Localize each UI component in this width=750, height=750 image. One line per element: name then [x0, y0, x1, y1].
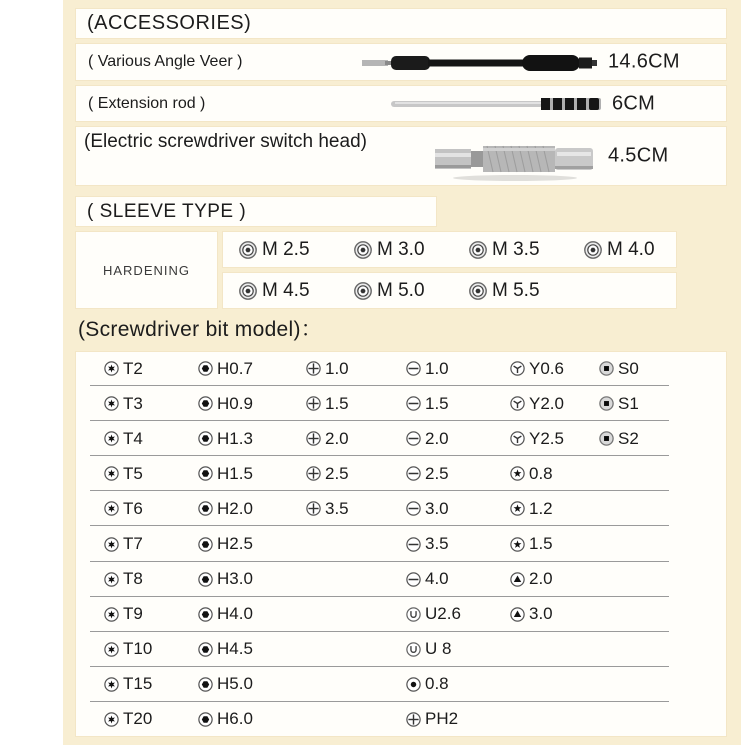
sleeve-size-item — [468, 272, 540, 309]
socket-icon-wrap — [468, 240, 488, 260]
torx-icon — [103, 395, 120, 412]
torx-icon-wrap — [103, 430, 120, 447]
sleeve-size-item — [238, 272, 310, 309]
hex-icon — [197, 571, 214, 588]
bit-cell — [197, 421, 253, 456]
torx-icon — [103, 500, 120, 517]
bit-size-label: H0.7 — [217, 358, 253, 378]
bit-cell — [405, 526, 449, 561]
torx-icon-wrap — [103, 500, 120, 517]
star-icon-wrap — [509, 465, 526, 482]
bit-row — [75, 632, 727, 667]
bit-cell — [509, 386, 564, 421]
accessory-label: ( Extension rod ) — [88, 94, 206, 112]
bit-row — [75, 702, 727, 737]
hex-icon — [197, 676, 214, 693]
socket-icon-wrap — [583, 240, 603, 260]
torx-icon-wrap — [103, 465, 120, 482]
sleeve-size-label: M 4.5 — [262, 279, 310, 301]
socket-icon-wrap — [468, 281, 488, 301]
hex-icon-wrap — [197, 536, 214, 553]
bit-row — [75, 597, 727, 632]
hex-icon — [197, 641, 214, 658]
bit-size-label: 3.0 — [425, 498, 449, 518]
hex-icon — [197, 536, 214, 553]
triangle-icon-wrap — [509, 571, 526, 588]
accessories-header — [75, 8, 727, 39]
accessory-label: ( Various Angle Veer ) — [88, 53, 243, 70]
bit-cell — [509, 456, 553, 491]
u-icon — [405, 641, 422, 658]
bits-title: (Screwdriver bit model)： — [78, 318, 323, 341]
bit-cell — [509, 421, 564, 456]
bit-size-label: 0.8 — [425, 674, 449, 694]
bit-cell — [509, 597, 553, 632]
sleeve-size-label: M 5.0 — [377, 279, 425, 301]
bit-cell — [197, 632, 253, 667]
bit-size-label: T4 — [123, 428, 143, 448]
bit-cell — [103, 632, 152, 667]
triangle-icon — [509, 571, 526, 588]
socket-icon — [238, 281, 258, 301]
bit-cell — [598, 386, 639, 421]
slotted-icon-wrap — [405, 395, 422, 412]
sleeve-size-item — [353, 231, 425, 268]
bit-size-label: 2.0 — [325, 428, 349, 448]
extension-rod-image — [391, 94, 603, 114]
bit-cell — [103, 667, 152, 702]
u-icon-wrap — [405, 606, 422, 623]
star-icon-wrap — [509, 500, 526, 517]
square-icon — [598, 360, 615, 377]
bit-size-label: 3.0 — [529, 604, 553, 624]
hardening-cell — [75, 231, 218, 309]
phillips-icon — [305, 430, 322, 447]
torx-icon — [103, 606, 120, 623]
sleeve-type-title: ( SLEEVE TYPE ) — [87, 201, 247, 222]
hex-icon — [197, 395, 214, 412]
torx-icon — [103, 465, 120, 482]
bit-size-label: 1.0 — [325, 358, 349, 378]
bit-cell — [103, 386, 143, 421]
slotted-icon — [405, 500, 422, 517]
bit-size-label: 3.5 — [425, 534, 449, 554]
bit-row — [75, 667, 727, 702]
bit-size-label: Y0.6 — [529, 358, 564, 378]
sleeve-row-1 — [222, 231, 677, 268]
bit-cell — [197, 456, 253, 491]
bit-size-label: 2.5 — [425, 463, 449, 483]
phillips-icon-wrap — [305, 465, 322, 482]
hex-icon-wrap — [197, 430, 214, 447]
socket-icon-wrap — [353, 281, 373, 301]
bit-size-label: T15 — [123, 674, 153, 694]
bit-size-label: S0 — [618, 358, 639, 378]
hex-icon — [197, 360, 214, 377]
bit-size-label: H4.5 — [217, 639, 253, 659]
y-icon-wrap — [509, 395, 526, 412]
bit-size-label: H1.3 — [217, 428, 253, 448]
phillips-icon-wrap — [405, 711, 422, 728]
accessory-row-extension-rod — [75, 85, 727, 122]
bit-cell — [103, 526, 143, 561]
bit-cell — [103, 702, 152, 737]
slotted-icon — [405, 571, 422, 588]
bit-size-label: 3.5 — [325, 498, 349, 518]
accessory-row-various-angle-veer — [75, 43, 727, 81]
bit-row — [75, 526, 727, 561]
dot-icon — [405, 676, 422, 693]
triangle-icon — [509, 606, 526, 623]
socket-icon — [238, 240, 258, 260]
sleeve-row-2 — [222, 272, 677, 309]
socket-icon-wrap — [238, 240, 258, 260]
y-icon — [509, 360, 526, 377]
bit-size-label: 2.0 — [425, 428, 449, 448]
bit-size-label: T3 — [123, 393, 143, 413]
hex-icon — [197, 500, 214, 517]
torx-icon — [103, 676, 120, 693]
slotted-icon-wrap — [405, 536, 422, 553]
torx-icon-wrap — [103, 606, 120, 623]
hex-icon-wrap — [197, 465, 214, 482]
bit-size-label: U 8 — [425, 639, 452, 659]
hardening-label: HARDENING — [102, 262, 190, 278]
hex-icon — [197, 430, 214, 447]
sleeve-size-item — [468, 231, 540, 268]
bit-cell — [405, 702, 458, 737]
bit-size-label: H1.5 — [217, 463, 253, 483]
bit-size-label: Y2.5 — [529, 428, 564, 448]
hex-icon-wrap — [197, 676, 214, 693]
star-icon — [509, 536, 526, 553]
hex-icon — [197, 711, 214, 728]
bit-cell — [405, 491, 449, 526]
bit-size-label: H2.0 — [217, 498, 253, 518]
bit-size-label: U2.6 — [425, 604, 461, 624]
sleeve-size-label: M 3.0 — [377, 238, 425, 260]
sleeve-type-header — [75, 196, 437, 227]
bit-size-label: 2.0 — [529, 569, 553, 589]
bit-size-label: H0.9 — [217, 393, 253, 413]
bit-cell — [405, 421, 449, 456]
star-icon — [509, 465, 526, 482]
slotted-icon-wrap — [405, 430, 422, 447]
y-icon — [509, 430, 526, 447]
torx-icon-wrap — [103, 536, 120, 553]
sleeve-size-label: M 2.5 — [262, 238, 310, 260]
bit-size-label: 1.2 — [529, 498, 553, 518]
socket-icon-wrap — [238, 281, 258, 301]
star-icon — [509, 500, 526, 517]
switch-head-image — [435, 136, 595, 182]
hex-icon-wrap — [197, 711, 214, 728]
bit-size-label: H2.5 — [217, 534, 253, 554]
bit-cell — [598, 421, 639, 456]
socket-icon — [468, 240, 488, 260]
torx-icon-wrap — [103, 571, 120, 588]
bit-cell — [103, 421, 143, 456]
bit-cell — [405, 456, 449, 491]
y-icon-wrap — [509, 430, 526, 447]
bit-cell — [405, 632, 451, 667]
sleeve-size-item — [238, 231, 310, 268]
torx-icon — [103, 360, 120, 377]
slotted-icon-wrap — [405, 500, 422, 517]
bit-cell — [305, 456, 349, 491]
square-icon — [598, 430, 615, 447]
bit-cell — [103, 491, 143, 526]
bit-size-label: 1.5 — [529, 534, 553, 554]
bit-size-label: 1.5 — [325, 393, 349, 413]
bit-size-label: H3.0 — [217, 569, 253, 589]
bit-cell — [197, 702, 253, 737]
phillips-icon — [305, 500, 322, 517]
bit-size-label: 4.0 — [425, 569, 449, 589]
torx-icon-wrap — [103, 360, 120, 377]
dot-icon-wrap — [405, 676, 422, 693]
bit-size-label: 2.5 — [325, 463, 349, 483]
square-icon-wrap — [598, 395, 615, 412]
bit-cell — [197, 667, 253, 702]
bit-cell — [305, 491, 349, 526]
socket-icon-wrap — [353, 240, 373, 260]
socket-icon — [583, 240, 603, 260]
torx-icon-wrap — [103, 676, 120, 693]
torx-icon — [103, 430, 120, 447]
torx-icon-wrap — [103, 711, 120, 728]
y-icon — [509, 395, 526, 412]
slotted-icon — [405, 360, 422, 377]
accessory-row-switch-head — [75, 126, 727, 186]
accessory-length: 14.6CM — [608, 50, 680, 73]
bit-size-label: PH2 — [425, 709, 459, 729]
slotted-icon-wrap — [405, 465, 422, 482]
bit-cell — [405, 562, 449, 597]
bit-size-label: Y2.0 — [529, 393, 564, 413]
square-icon-wrap — [598, 360, 615, 377]
socket-icon — [353, 240, 373, 260]
accessory-length: 4.5CM — [608, 144, 669, 167]
hex-icon-wrap — [197, 641, 214, 658]
bit-cell — [405, 351, 449, 386]
slotted-icon — [405, 465, 422, 482]
bit-row — [75, 421, 727, 456]
bit-cell — [405, 597, 461, 632]
star-icon-wrap — [509, 536, 526, 553]
sleeve-size-item — [353, 272, 425, 309]
torx-icon — [103, 571, 120, 588]
bit-size-label: H6.0 — [217, 709, 253, 729]
bit-size-label: T10 — [123, 639, 153, 659]
bit-size-label: 0.8 — [529, 463, 553, 483]
u-icon — [405, 606, 422, 623]
hex-icon — [197, 606, 214, 623]
torx-icon-wrap — [103, 641, 120, 658]
phillips-icon-wrap — [305, 430, 322, 447]
bit-row — [75, 562, 727, 597]
accessories-title: (ACCESSORIES) — [87, 12, 252, 34]
u-icon-wrap — [405, 641, 422, 658]
slotted-icon-wrap — [405, 571, 422, 588]
sleeve-size-item — [583, 231, 655, 268]
slotted-icon — [405, 395, 422, 412]
bit-cell — [509, 526, 553, 561]
bit-cell — [197, 386, 253, 421]
phillips-icon — [305, 395, 322, 412]
bit-cell — [305, 386, 349, 421]
phillips-icon — [305, 360, 322, 377]
bit-size-label: T6 — [123, 498, 143, 518]
bit-cell — [405, 667, 449, 702]
torx-icon — [103, 711, 120, 728]
hex-icon — [197, 465, 214, 482]
socket-icon — [468, 281, 488, 301]
bit-cell — [197, 351, 253, 386]
bit-size-label: S1 — [618, 393, 639, 413]
bit-cell — [103, 456, 143, 491]
phillips-icon-wrap — [305, 395, 322, 412]
bit-size-label: S2 — [618, 428, 639, 448]
y-icon-wrap — [509, 360, 526, 377]
torx-icon — [103, 641, 120, 658]
bit-cell — [103, 351, 143, 386]
bit-size-label: T9 — [123, 604, 143, 624]
phillips-icon-wrap — [305, 500, 322, 517]
hex-icon-wrap — [197, 395, 214, 412]
bit-size-label: H4.0 — [217, 604, 253, 624]
bit-cell — [509, 491, 553, 526]
bit-row — [75, 491, 727, 526]
slotted-icon — [405, 430, 422, 447]
bit-cell — [197, 526, 253, 561]
bit-row — [75, 351, 727, 386]
bit-size-label: 1.0 — [425, 358, 449, 378]
hex-icon-wrap — [197, 500, 214, 517]
square-icon-wrap — [598, 430, 615, 447]
bit-row — [75, 386, 727, 421]
bit-cell — [197, 562, 253, 597]
bit-row — [75, 456, 727, 491]
bit-cell — [509, 562, 553, 597]
accessory-length: 6CM — [612, 92, 656, 114]
bit-cell — [598, 351, 639, 386]
bit-cell — [103, 562, 143, 597]
bit-size-label: 1.5 — [425, 393, 449, 413]
bit-cell — [509, 351, 564, 386]
slotted-icon-wrap — [405, 360, 422, 377]
flexible-shaft-image — [362, 50, 602, 76]
bit-cell — [103, 597, 143, 632]
sleeve-size-label: M 3.5 — [492, 238, 540, 260]
sleeve-size-label: M 4.0 — [607, 238, 655, 260]
bits-table — [75, 351, 727, 737]
phillips-icon — [405, 711, 422, 728]
sleeve-size-label: M 5.5 — [492, 279, 540, 301]
hex-icon-wrap — [197, 571, 214, 588]
accessory-label: (Electric screwdriver switch head) — [84, 131, 367, 152]
square-icon — [598, 395, 615, 412]
slotted-icon — [405, 536, 422, 553]
bit-cell — [197, 597, 253, 632]
hex-icon-wrap — [197, 360, 214, 377]
bit-cell — [405, 386, 449, 421]
bit-size-label: T20 — [123, 709, 153, 729]
socket-icon — [353, 281, 373, 301]
bit-size-label: T7 — [123, 534, 143, 554]
bit-size-label: T5 — [123, 463, 143, 483]
bit-cell — [305, 421, 349, 456]
bit-size-label: H5.0 — [217, 674, 253, 694]
torx-icon-wrap — [103, 395, 120, 412]
triangle-icon-wrap — [509, 606, 526, 623]
phillips-icon-wrap — [305, 360, 322, 377]
bit-size-label: T8 — [123, 569, 143, 589]
phillips-icon — [305, 465, 322, 482]
bit-cell — [305, 351, 349, 386]
bit-cell — [197, 491, 253, 526]
torx-icon — [103, 536, 120, 553]
hex-icon-wrap — [197, 606, 214, 623]
bit-size-label: T2 — [123, 358, 143, 378]
